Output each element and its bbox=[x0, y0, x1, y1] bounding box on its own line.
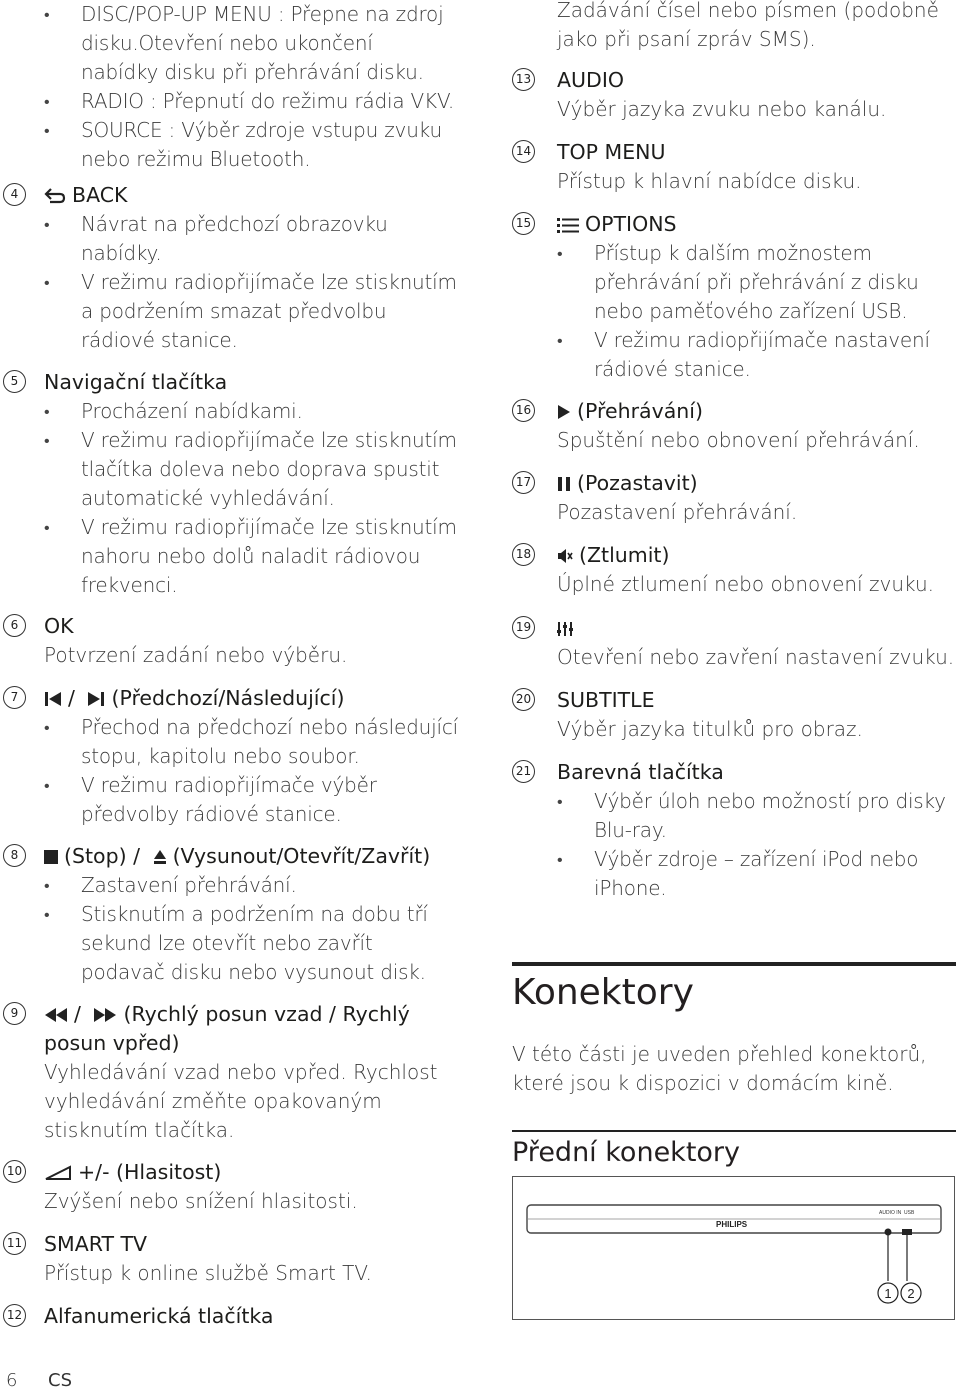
item-title: Barevná tlačítka bbox=[557, 760, 724, 784]
callout-number: 16 bbox=[512, 399, 535, 422]
pause-icon bbox=[557, 476, 571, 492]
brand-label: PHILIPS bbox=[716, 1220, 748, 1229]
item-stop-eject bbox=[8, 842, 458, 987]
callout-number: 4 bbox=[3, 183, 26, 206]
back-label: BACK bbox=[72, 183, 128, 207]
item-title bbox=[557, 541, 957, 570]
item-title bbox=[44, 1000, 458, 1058]
bullet: • Výběr zdroje – zařízení iPod nebo iPhone. bbox=[557, 845, 957, 903]
bullet: • V režimu radiopřijímače lze stisknutím nahoru nebo dolů naladit rádiovou frekvenci. bbox=[44, 513, 458, 600]
callout-number: 20 bbox=[512, 688, 535, 711]
item-desc: Spuštění nebo obnovení přehrávání. bbox=[557, 428, 920, 452]
item-desc: Úplné ztlumení nebo obnovení zvuku. bbox=[557, 572, 935, 596]
usb-label: USB bbox=[904, 1210, 915, 1216]
separator: / bbox=[74, 1002, 81, 1026]
item-title bbox=[557, 614, 957, 643]
volume-label: +/- (Hlasitost) bbox=[78, 1160, 222, 1184]
item-subtitle bbox=[512, 686, 957, 744]
bullet: • V režimu radiopřijímače lze stisknutím tlačítka doleva nebo doprava spustit automatické vyhledávání. bbox=[44, 426, 458, 513]
bullet: • V režimu radiopřijímače výběr předvolby rádiové stanice. bbox=[44, 771, 458, 829]
callout-number: 14 bbox=[512, 140, 535, 163]
item-smart-tv bbox=[8, 1230, 458, 1288]
item-back bbox=[8, 181, 458, 355]
prev-next-label: (Předchozí/Následující) bbox=[111, 686, 345, 710]
section-title: Konektory bbox=[512, 972, 694, 1013]
pause-label: (Pozastavit) bbox=[577, 471, 698, 495]
next-icon bbox=[87, 691, 105, 707]
bullet: • Přechod na předchozí nebo následující stopu, kapitolu nebo soubor. bbox=[44, 713, 458, 771]
item-prev-next bbox=[8, 684, 458, 829]
item-title bbox=[557, 210, 957, 239]
item-title: TOP MENU bbox=[557, 140, 666, 164]
separator: / bbox=[68, 686, 75, 710]
item-title bbox=[44, 842, 458, 871]
item-alphanumeric bbox=[8, 1302, 458, 1331]
item-color-buttons bbox=[512, 758, 957, 903]
language-code: CS bbox=[48, 1370, 72, 1391]
callout-number: 5 bbox=[3, 370, 26, 393]
callout-number: 13 bbox=[512, 68, 535, 91]
item-desc: Potvrzení zadání nebo výběru. bbox=[44, 643, 348, 667]
callout-number: 19 bbox=[512, 616, 535, 639]
bullet: • Procházení nabídkami. bbox=[44, 397, 458, 426]
volume-icon bbox=[44, 1165, 72, 1181]
audio-in-label: AUDIO IN bbox=[879, 1210, 902, 1216]
bullet: • Zastavení přehrávání. bbox=[44, 871, 458, 900]
mute-icon bbox=[557, 548, 573, 564]
callout-number: 21 bbox=[512, 760, 535, 783]
item-title bbox=[44, 684, 458, 713]
item-title bbox=[557, 469, 957, 498]
item-pause bbox=[512, 469, 957, 527]
play-icon bbox=[557, 404, 571, 420]
callout-number: 18 bbox=[512, 543, 535, 566]
continued-desc: Zadávání čísel nebo písmen (podobně jako při psaní zpráv SMS). bbox=[557, 0, 939, 51]
item-volume bbox=[8, 1158, 458, 1216]
bullet-list-top bbox=[44, 0, 454, 174]
item-title: OK bbox=[44, 614, 74, 638]
bullet: • Výběr úloh nebo možností pro disky Blu-ray. bbox=[557, 787, 957, 845]
item-title: Navigační tlačítka bbox=[44, 370, 228, 394]
options-label: OPTIONS bbox=[585, 212, 677, 236]
item-desc: Výběr jazyka zvuku nebo kanálu. bbox=[557, 97, 887, 121]
item-top-menu bbox=[512, 138, 957, 196]
callout-number: 6 bbox=[3, 614, 26, 637]
bullet: • Přístup k dalším možnostem přehrávání při přehrávání z disku nebo paměťového zařízení USB. bbox=[557, 239, 957, 326]
item-desc: Vyhledávání vzad nebo vpřed. Rychlost vyhledávání změňte opakovaným stisknutím tlačítka. bbox=[44, 1060, 438, 1142]
callout-number: 9 bbox=[3, 1002, 26, 1025]
stop-icon bbox=[44, 850, 58, 864]
item-desc: Otevření nebo zavření nastavení zvuku. bbox=[557, 645, 955, 669]
previous-icon bbox=[44, 691, 62, 707]
item-sound-settings bbox=[512, 614, 957, 672]
item-audio bbox=[512, 66, 957, 124]
item-desc: Přístup k hlavní nabídce disku. bbox=[557, 169, 862, 193]
callout-1: 1 bbox=[884, 1286, 892, 1301]
item-options bbox=[512, 210, 957, 384]
item-title bbox=[557, 397, 957, 426]
item-title: Alfanumerická tlačítka bbox=[44, 1304, 274, 1328]
item-desc: Pozastavení přehrávání. bbox=[557, 500, 798, 524]
bullet-disc-popup: • DISC/POP-UP MENU : Přepne na zdroj disku.Otevření nebo ukončení nabídky disku při přehrávání disku. bbox=[44, 0, 454, 87]
callout-number: 11 bbox=[3, 1232, 26, 1255]
player-illustration bbox=[513, 1177, 954, 1319]
item-rewind-forward bbox=[8, 1000, 458, 1145]
callout-number: 15 bbox=[512, 212, 535, 235]
item-title bbox=[44, 181, 458, 210]
item-title bbox=[44, 1158, 458, 1187]
item-desc: Výběr jazyka titulků pro obraz. bbox=[557, 717, 863, 741]
item-title: AUDIO bbox=[557, 68, 624, 92]
section-rule bbox=[512, 962, 956, 966]
callout-number: 17 bbox=[512, 471, 535, 494]
back-arrow-icon bbox=[44, 187, 66, 205]
item-desc: Zvýšení nebo snížení hlasitosti. bbox=[44, 1189, 358, 1213]
page-number: 6 bbox=[6, 1370, 18, 1391]
fast-forward-icon bbox=[93, 1007, 117, 1023]
options-list-icon bbox=[557, 217, 579, 233]
eject-icon bbox=[153, 849, 167, 865]
callout-number: 12 bbox=[3, 1304, 26, 1327]
subsection-title: Přední konektory bbox=[512, 1137, 740, 1168]
item-ok bbox=[8, 612, 458, 670]
item-play bbox=[512, 397, 957, 455]
play-label: (Přehrávání) bbox=[577, 399, 703, 423]
callout-number: 8 bbox=[3, 844, 26, 867]
callout-number: 10 bbox=[3, 1160, 26, 1183]
eject-label: (Vysunout/Otevřít/Zavřít) bbox=[172, 844, 431, 868]
sound-settings-icon bbox=[557, 620, 573, 638]
bullet: • Návrat na předchozí obrazovku nabídky. bbox=[44, 210, 458, 268]
mute-label: (Ztlumit) bbox=[579, 543, 670, 567]
rewind-forward-label: (Rychlý posun vzad / Rychlý posun vpřed) bbox=[44, 1002, 410, 1055]
subsection-rule bbox=[512, 1130, 956, 1132]
item-mute bbox=[512, 541, 957, 599]
bullet-radio: • RADIO : Přepnutí do režimu rádia VKV. bbox=[44, 87, 454, 116]
left-column bbox=[6, 0, 458, 1328]
item-desc: Přístup k online službě Smart TV. bbox=[44, 1261, 372, 1285]
bullet: • V režimu radiopřijímače lze stisknutím a podržením smazat předvolbu rádiové stanice. bbox=[44, 268, 458, 355]
stop-label: (Stop) / bbox=[64, 844, 141, 868]
item-title: SUBTITLE bbox=[557, 688, 655, 712]
section-text: V této části je uveden přehled konektorů, které jsou k dispozici v domácím kině. bbox=[512, 1042, 927, 1095]
bullet-source: • SOURCE : Výběr zdroje vstupu zvuku nebo režimu Bluetooth. bbox=[44, 116, 454, 174]
item-navigation bbox=[8, 368, 458, 600]
bullet: • Stisknutím a podržením na dobu tří sekund lze otevřít nebo zavřít podavač disku nebo vysunout disk. bbox=[44, 900, 458, 987]
audio-in-jack bbox=[885, 1229, 892, 1236]
usb-port bbox=[902, 1229, 912, 1235]
front-connectors-figure bbox=[512, 1176, 955, 1320]
item-title: SMART TV bbox=[44, 1232, 148, 1256]
rewind-icon bbox=[44, 1007, 68, 1023]
bullet: • V režimu radiopřijímače nastavení rádiové stanice. bbox=[557, 326, 957, 384]
callout-2: 2 bbox=[907, 1286, 915, 1301]
callout-number: 7 bbox=[3, 686, 26, 709]
